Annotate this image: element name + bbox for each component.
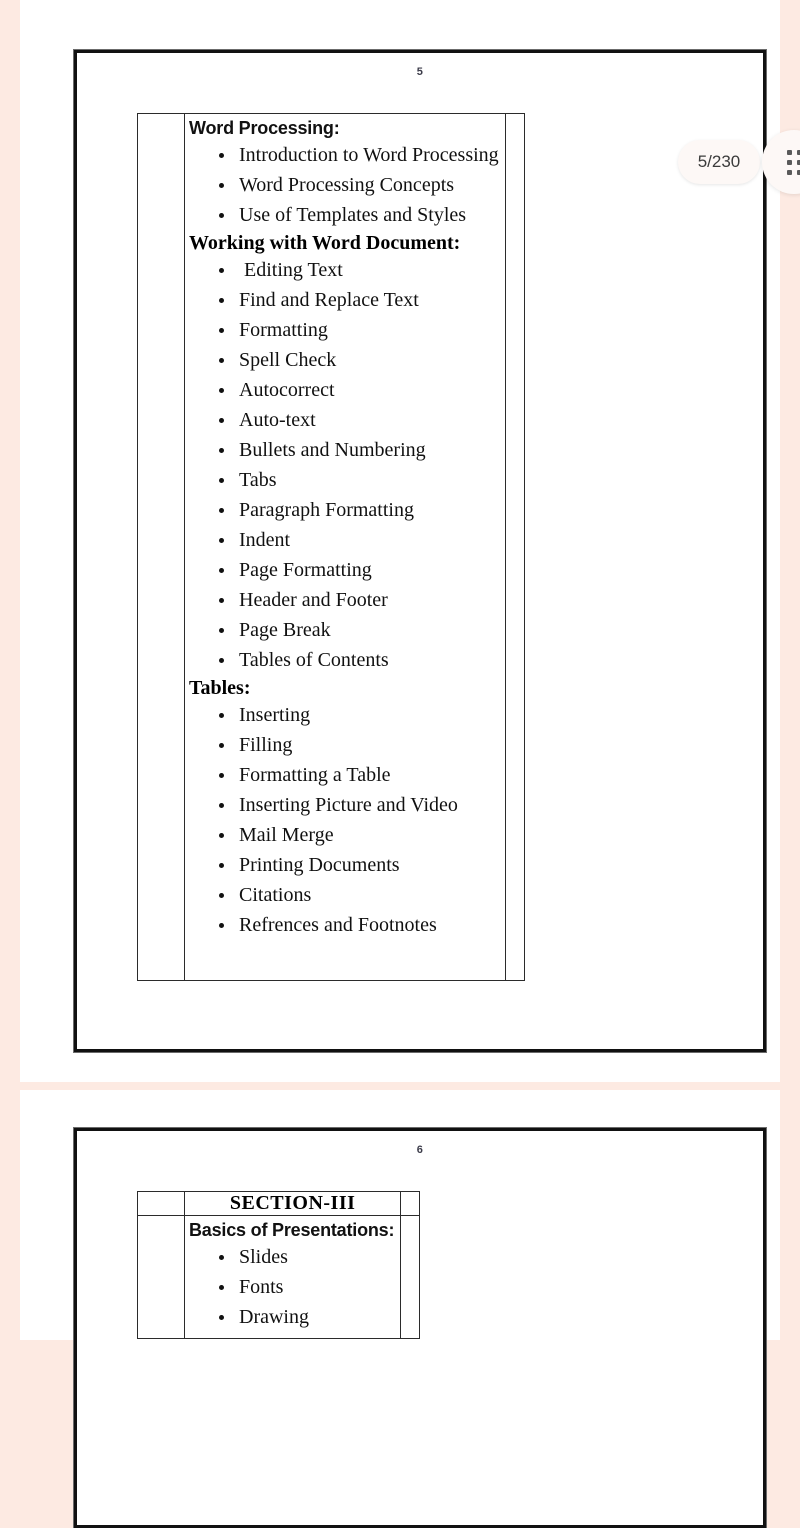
list-item: Bullets and Numbering (189, 435, 499, 465)
list-item: Filling (189, 730, 499, 760)
list-item: Formatting (189, 315, 499, 345)
content-table-page-6 (137, 1191, 420, 1339)
page-separator (20, 1082, 780, 1090)
list-item: Spell Check (189, 345, 499, 375)
heading-working-with-word-document: Working with Word Document: (189, 232, 499, 255)
table-row (138, 1192, 420, 1216)
printed-page-6 (74, 1128, 766, 1528)
list-item: Printing Documents (189, 850, 499, 880)
list-item: Inserting Picture and Video (189, 790, 499, 820)
list-item: Paragraph Formatting (189, 495, 499, 525)
list-item: Drawing (189, 1302, 394, 1332)
table-cell-right-margin (401, 1216, 420, 1339)
heading-tables: Tables: (189, 677, 499, 700)
table-cell-right-margin (505, 114, 524, 981)
section-header: SECTION-III (185, 1192, 401, 1216)
dot-grid-icon (787, 150, 800, 175)
list-working-with-word-document (189, 255, 499, 675)
table-cell-left-margin (138, 1192, 185, 1216)
list-item: Find and Replace Text (189, 285, 499, 315)
page-sheet-1 (20, 0, 780, 1082)
list-item: Slides (189, 1242, 394, 1272)
list-item: Formatting a Table (189, 760, 499, 790)
list-item: Tables of Contents (189, 645, 499, 675)
page-position-indicator: 5/230 (678, 140, 760, 184)
list-item: Auto-text (189, 405, 499, 435)
table-cell-content (185, 1216, 401, 1339)
list-item: Use of Templates and Styles (189, 200, 499, 230)
heading-basics-of-presentations: Basics of Presentations: (189, 1220, 394, 1241)
page-number-label: 5 (77, 66, 763, 78)
list-item: Autocorrect (189, 375, 499, 405)
list-item: Header and Footer (189, 585, 499, 615)
list-item: Refrences and Footnotes (189, 910, 499, 940)
list-item: Tabs (189, 465, 499, 495)
table-cell-right-margin (401, 1192, 420, 1216)
list-item: Page Formatting (189, 555, 499, 585)
table-row (138, 1216, 420, 1339)
page-sheet-2 (20, 1090, 780, 1340)
table-cell-left-margin (138, 114, 185, 981)
list-item: Editing Text (189, 255, 499, 285)
list-tables (189, 700, 499, 940)
table-cell-left-margin (138, 1216, 185, 1339)
page-number-label: 6 (77, 1144, 763, 1156)
list-item: Word Processing Concepts (189, 170, 499, 200)
list-item: Introduction to Word Processing (189, 140, 499, 170)
list-item: Indent (189, 525, 499, 555)
content-table-page-5 (137, 113, 525, 981)
heading-word-processing: Word Processing: (189, 118, 499, 139)
list-basics-of-presentations (189, 1242, 394, 1332)
list-item: Inserting (189, 700, 499, 730)
list-word-processing (189, 140, 499, 230)
list-item: Page Break (189, 615, 499, 645)
table-cell-content (185, 114, 506, 981)
table-row (138, 114, 525, 981)
list-item: Fonts (189, 1272, 394, 1302)
printed-page-5 (74, 50, 766, 1052)
list-item: Citations (189, 880, 499, 910)
list-item: Mail Merge (189, 820, 499, 850)
